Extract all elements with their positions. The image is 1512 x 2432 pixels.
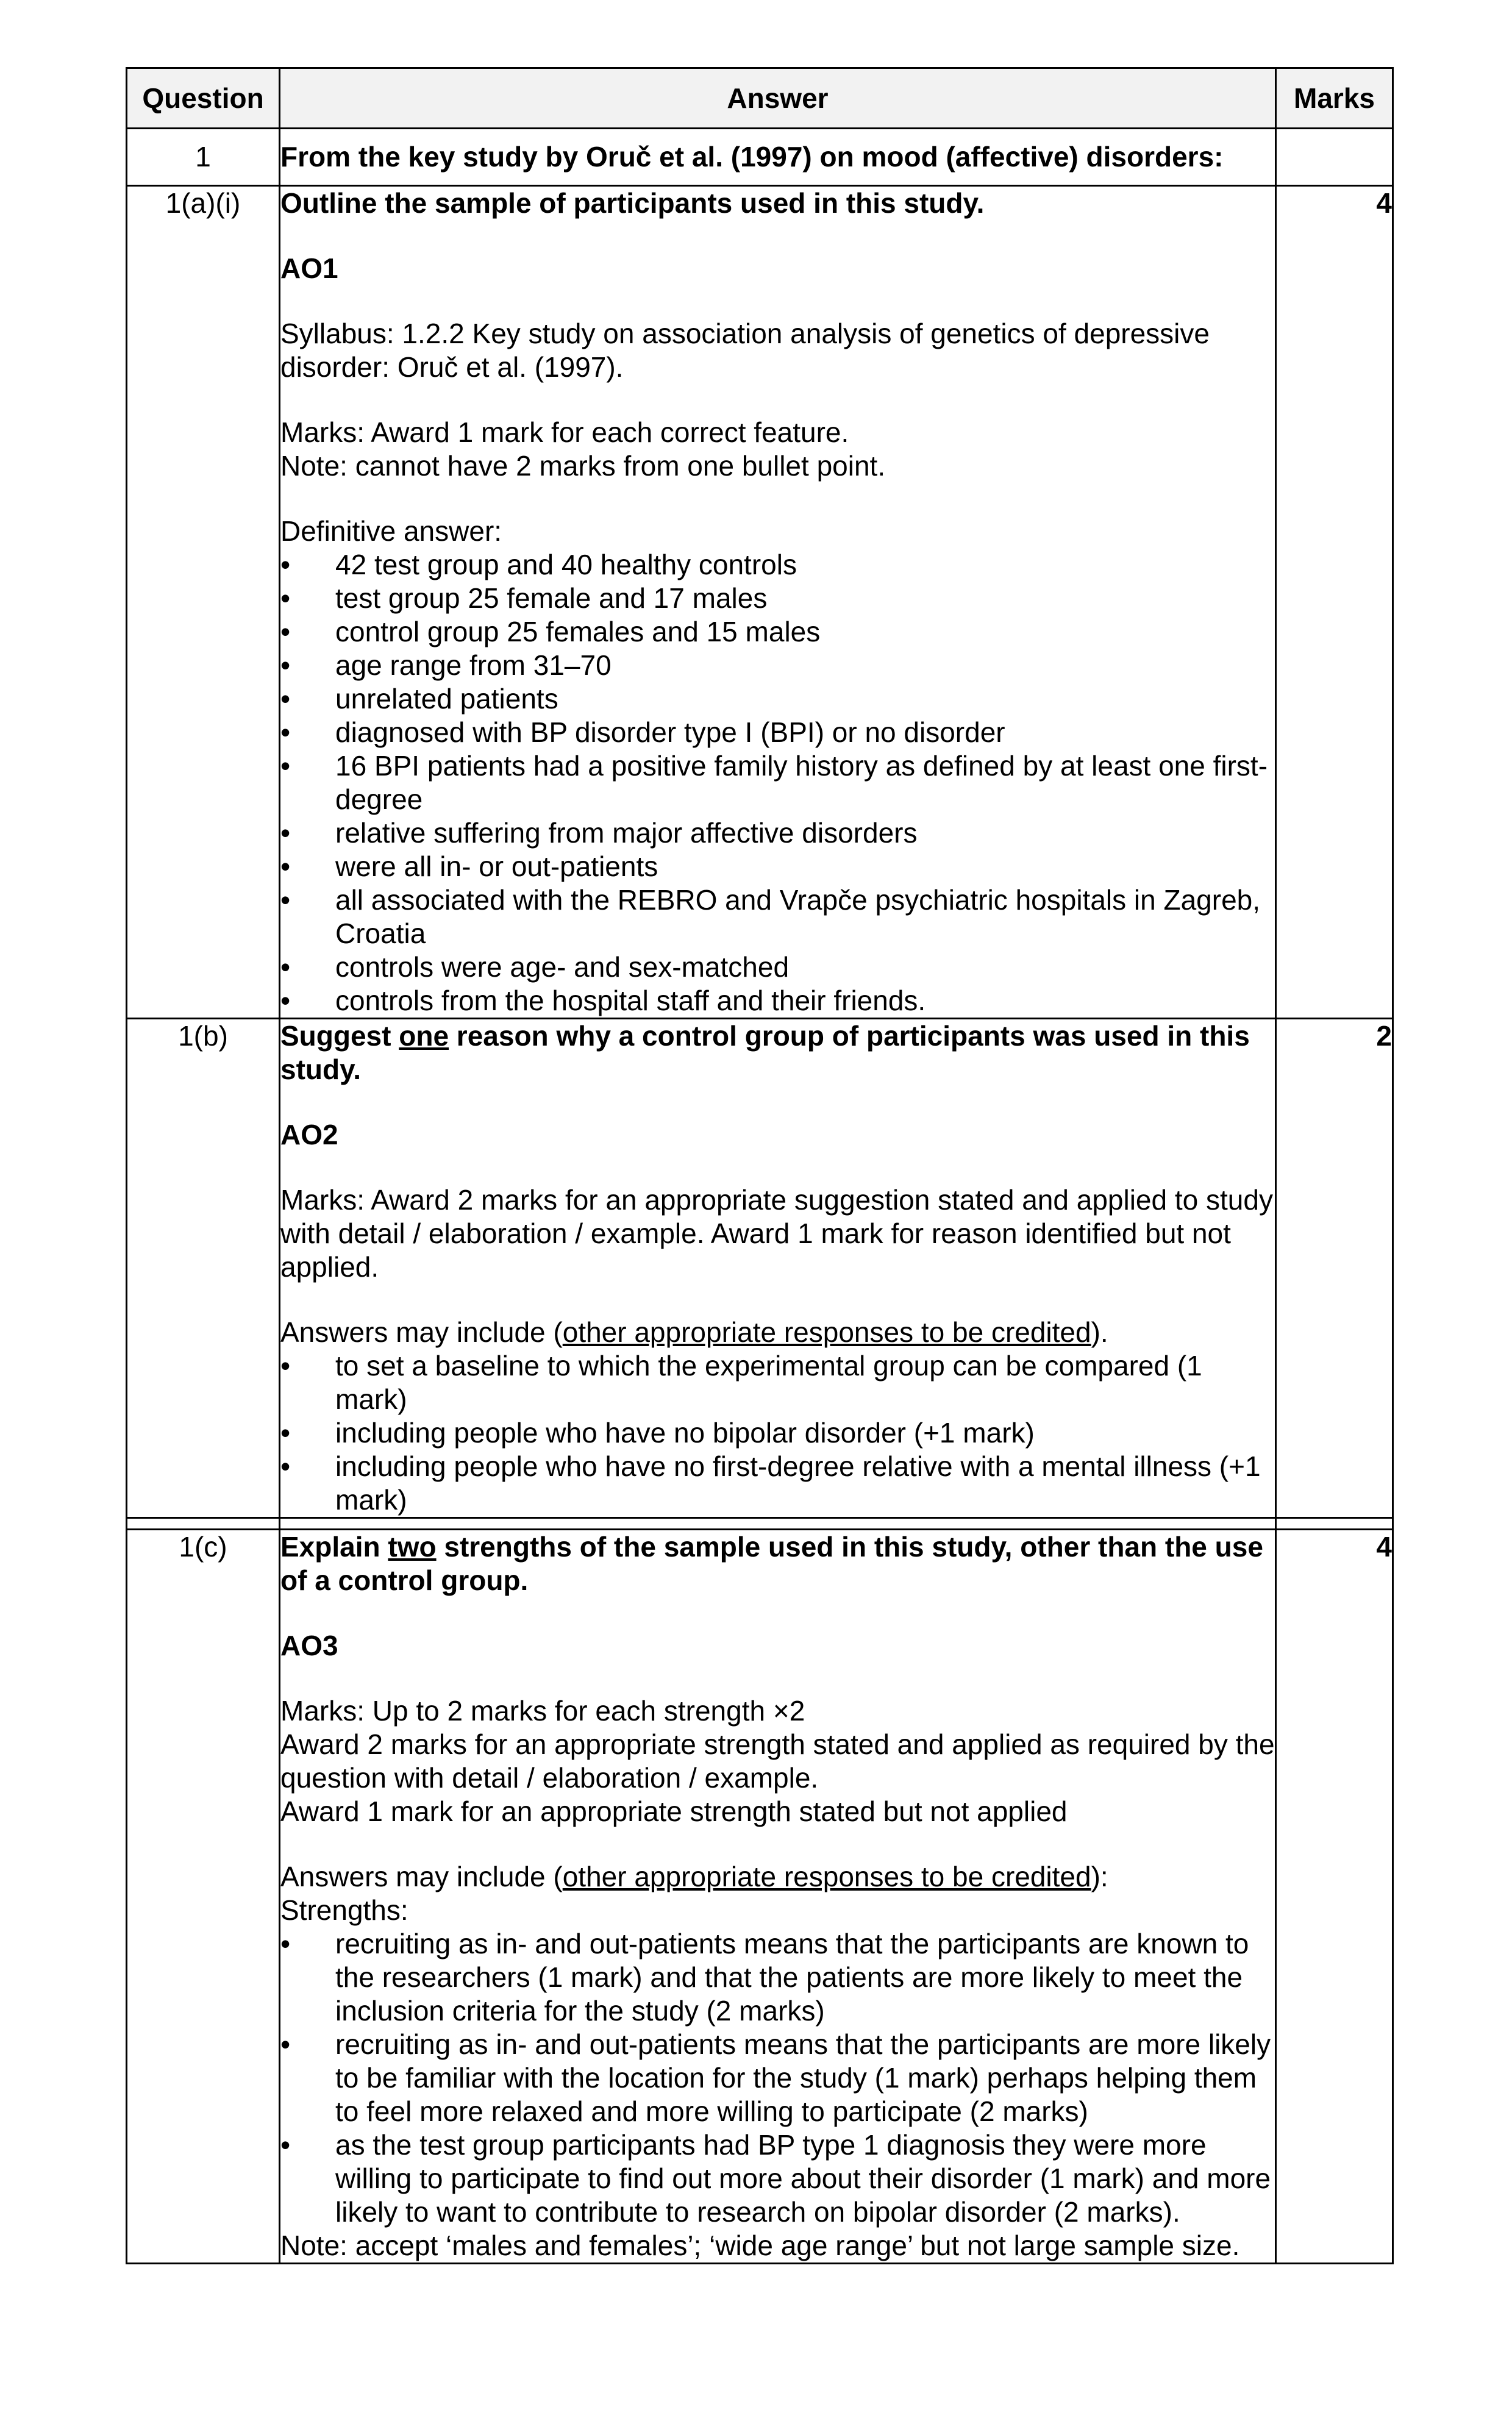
bullet-item: • control group 25 females and 15 males	[280, 615, 1275, 649]
answer-cell	[280, 186, 1276, 1019]
question-text	[280, 1019, 1275, 1086]
syllabus-ref: Syllabus: 1.2.2 Key study on association analysis of genetics of depressive disorder: Oruč et al. (1997).	[280, 318, 1210, 383]
bullet-item: • age range from 31–70	[280, 649, 1275, 682]
answer-note: Note: accept ‘males and females’; ‘wide age range’ but not large sample size.	[280, 2230, 1240, 2261]
marks-guidance: Marks: Award 2 marks for an appropriate suggestion stated and applied to study with detail / elaboration / example. Award 1 mark for reason identified but not applied.	[280, 1184, 1273, 1283]
assessment-objective: AO3	[280, 1630, 338, 1661]
bullet-item: • 16 BPI patients had a positive family history as defined by at least one first-degree	[280, 749, 1275, 816]
separator-cell	[127, 1518, 280, 1530]
question-text: Outline the sample of participants used in this study.	[280, 187, 985, 219]
answer-cell	[280, 1530, 1276, 2264]
answers-intro-end: ):	[1091, 1861, 1108, 1892]
marks-header: Marks	[1276, 68, 1393, 129]
marks-note: Note: cannot have 2 marks from one bullet point.	[280, 450, 886, 482]
marks-guidance: Marks: Up to 2 marks for each strength ×2	[280, 1695, 805, 1727]
bullet-item: • controls from the hospital staff and their friends.	[280, 984, 1275, 1018]
question-emphasis: two	[388, 1531, 437, 1563]
bullet-item: • as the test group participants had BP type 1 diagnosis they were more willing to participate to find out more about their disorder (1 mark) and more likely to want to contribute to research on bipolar disorder (2 marks).	[280, 2128, 1275, 2229]
question-number: 1(b)	[127, 1019, 280, 1518]
question-text-start: Suggest	[280, 1020, 399, 1052]
header-row	[127, 68, 1393, 129]
strengths-heading: Strengths:	[280, 1894, 408, 1926]
answer-bullets	[280, 1927, 1275, 2229]
bullet-item: • recruiting as in- and out-patients means that the participants are more likely to be familiar with the location for the study (1 mark) perhaps helping them to feel more relaxed and more willing to participate (2 marks)	[280, 2028, 1275, 2128]
question-number: 1(c)	[127, 1530, 280, 2264]
answer-bullets	[280, 548, 1275, 1018]
bullet-item: • recruiting as in- and out-patients means that the participants are known to the researchers (1 mark) and that the patients are more likely to meet the inclusion criteria for the study (2 marks)	[280, 1927, 1275, 2028]
marks-value: 2	[1276, 1019, 1393, 1518]
question-text-end: reason why a control group of participants was used in this study.	[280, 1020, 1250, 1085]
question-header: Question	[127, 68, 280, 129]
bullet-item: • diagnosed with BP disorder type I (BPI) or no disorder	[280, 716, 1275, 749]
assessment-objective: AO2	[280, 1119, 338, 1150]
answer-header: Answer	[280, 68, 1276, 129]
answers-intro	[280, 1316, 1275, 1349]
answer-bullets	[280, 1349, 1275, 1517]
question-emphasis: one	[399, 1020, 449, 1052]
marks-guidance-partial: Award 1 mark for an appropriate strength stated but not applied	[280, 1795, 1068, 1827]
row-separator	[127, 1518, 1393, 1530]
bullet-item: • 42 test group and 40 healthy controls	[280, 548, 1275, 582]
mark-scheme-table	[126, 67, 1394, 2264]
bullet-item: • including people who have no first-degree relative with a mental illness (+1 mark)	[280, 1450, 1275, 1517]
bullet-item: • including people who have no bipolar disorder (+1 mark)	[280, 1416, 1275, 1450]
q1ai-row	[127, 186, 1393, 1019]
answers-intro-start: Answers may include (	[280, 1316, 563, 1348]
separator-cell	[1276, 1518, 1393, 1530]
marks-guidance: Marks: Award 1 mark for each correct feature.	[280, 416, 849, 448]
marks-value: 4	[1276, 186, 1393, 1019]
intro-row	[127, 129, 1393, 186]
answers-intro-start: Answers may include (	[280, 1861, 563, 1892]
answers-intro-emphasis: other appropriate responses to be credited	[562, 1316, 1091, 1348]
bullet-item: • were all in- or out-patients	[280, 850, 1275, 883]
q1b-row	[127, 1019, 1393, 1518]
bullet-item: • test group 25 female and 17 males	[280, 582, 1275, 615]
separator-cell	[280, 1518, 1276, 1530]
answer-cell	[280, 1019, 1276, 1518]
question-number: 1	[127, 129, 280, 186]
marks-value: 4	[1276, 1530, 1393, 2264]
definitive-heading: Definitive answer:	[280, 515, 502, 547]
bullet-item: • to set a baseline to which the experimental group can be compared (1 mark)	[280, 1349, 1275, 1416]
answers-intro-emphasis: other appropriate responses to be credited	[562, 1861, 1091, 1892]
question-text-end: strengths of the sample used in this study, other than the use of a control group.	[280, 1531, 1263, 1596]
assessment-objective: AO1	[280, 252, 338, 284]
marks-cell	[1276, 129, 1393, 186]
bullet-item: • all associated with the REBRO and Vrapče psychiatric hospitals in Zagreb, Croatia	[280, 883, 1275, 950]
intro-text: From the key study by Oruč et al. (1997) on mood (affective) disorders:	[280, 129, 1276, 186]
question-text	[280, 1530, 1275, 1597]
q1c-row	[127, 1530, 1393, 2264]
question-text-start: Explain	[280, 1531, 388, 1563]
answers-intro	[280, 1860, 1275, 1894]
marks-guidance-detail: Award 2 marks for an appropriate strength stated and applied as required by the question with detail / elaboration / example.	[280, 1728, 1275, 1794]
answers-intro-end: ).	[1091, 1316, 1108, 1348]
question-number: 1(a)(i)	[127, 186, 280, 1019]
bullet-item: • controls were age- and sex-matched	[280, 950, 1275, 984]
bullet-item: • relative suffering from major affective disorders	[280, 816, 1275, 850]
bullet-item: • unrelated patients	[280, 682, 1275, 716]
